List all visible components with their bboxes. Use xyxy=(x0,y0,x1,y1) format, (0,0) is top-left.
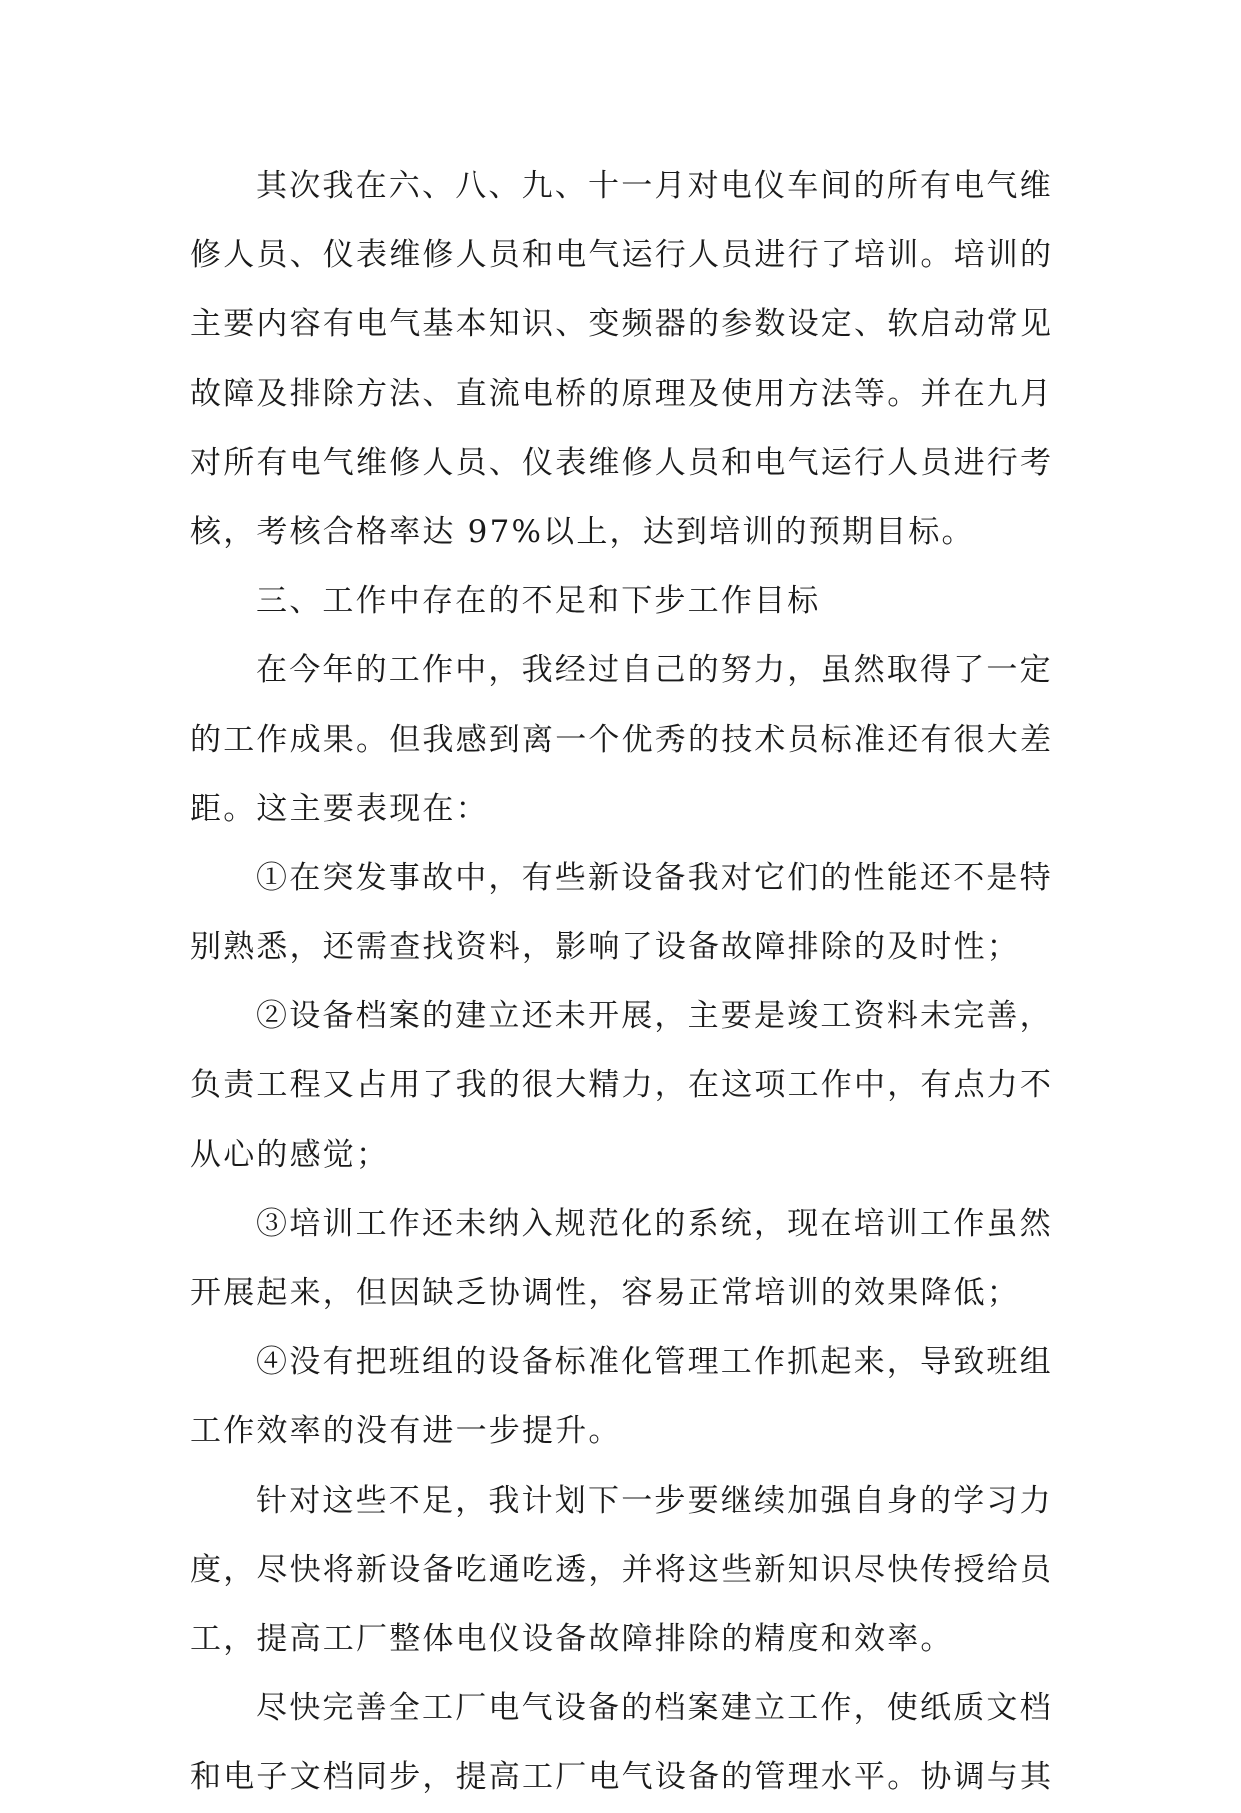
text-line: 对所有电气维修人员、仪表维修人员和电气运行人员进行考 xyxy=(190,444,1054,481)
text-line: 工，提高工厂整体电仪设备故障排除的精度和效率。 xyxy=(190,1620,954,1657)
text-line: 度，尽快将新设备吃通吃透，并将这些新知识尽快传授给员 xyxy=(190,1551,1054,1588)
paragraph-shortcomings-intro xyxy=(190,636,1052,844)
section-heading xyxy=(190,567,1052,636)
text-line: 距。这主要表现在： xyxy=(190,790,489,827)
text-line: 故障及排除方法、直流电桥的原理及使用方法等。并在九月 xyxy=(190,375,1054,412)
text-line: 负责工程又占用了我的很大精力，在这项工作中，有点力不 xyxy=(190,1067,1054,1104)
heading-line: 三、工作中存在的不足和下步工作目标 xyxy=(256,583,821,620)
text-line: 和电子文档同步，提高工厂电气设备的管理水平。协调与其 xyxy=(190,1759,1054,1796)
list-item-2 xyxy=(190,982,1052,1190)
text-line: 尽快完善全工厂电气设备的档案建立工作，使纸质文档 xyxy=(256,1690,1053,1727)
text-line: 针对这些不足，我计划下一步要继续加强自身的学习力 xyxy=(256,1482,1053,1519)
list-item-3 xyxy=(190,1190,1052,1328)
list-item-1 xyxy=(190,844,1052,982)
text-line: 的工作成果。但我感到离一个优秀的技术员标准还有很大差 xyxy=(190,721,1054,758)
text-line: 工作效率的没有进一步提升。 xyxy=(190,1413,622,1450)
text-line: ①在突发事故中，有些新设备我对它们的性能还不是特 xyxy=(256,859,1053,896)
text-line: 开展起来，但因缺乏协调性，容易正常培训的效果降低； xyxy=(190,1275,1020,1311)
text-line: 修人员、仪表维修人员和电气运行人员进行了培训。培训的 xyxy=(190,237,1054,274)
text-line: 从心的感觉； xyxy=(190,1136,390,1173)
text-line: 在今年的工作中，我经过自己的努力，虽然取得了一定 xyxy=(256,652,1053,689)
document-page xyxy=(190,152,1052,1813)
text-line: ③培训工作还未纳入规范化的系统，现在培训工作虽然 xyxy=(256,1205,1053,1242)
paragraph-archives xyxy=(190,1674,1052,1812)
text-line: ②设备档案的建立还未开展，主要是竣工资料未完善， xyxy=(256,998,1053,1035)
text-line: ④没有把班组的设备标准化管理工作抓起来，导致班组 xyxy=(256,1344,1053,1381)
text-line: 核，考核合格率达 97%以上，达到培训的预期目标。 xyxy=(190,513,975,550)
text-line: 其次我在六、八、九、十一月对电仪车间的所有电气维 xyxy=(256,168,1053,204)
text-line: 别熟悉，还需查找资料，影响了设备故障排除的及时性； xyxy=(190,929,1020,966)
text-line: 主要内容有电气基本知识、变频器的参数设定、软启动常见 xyxy=(190,306,1054,343)
paragraph-plan xyxy=(190,1467,1052,1675)
list-item-4 xyxy=(190,1328,1052,1466)
paragraph-training xyxy=(190,152,1052,567)
